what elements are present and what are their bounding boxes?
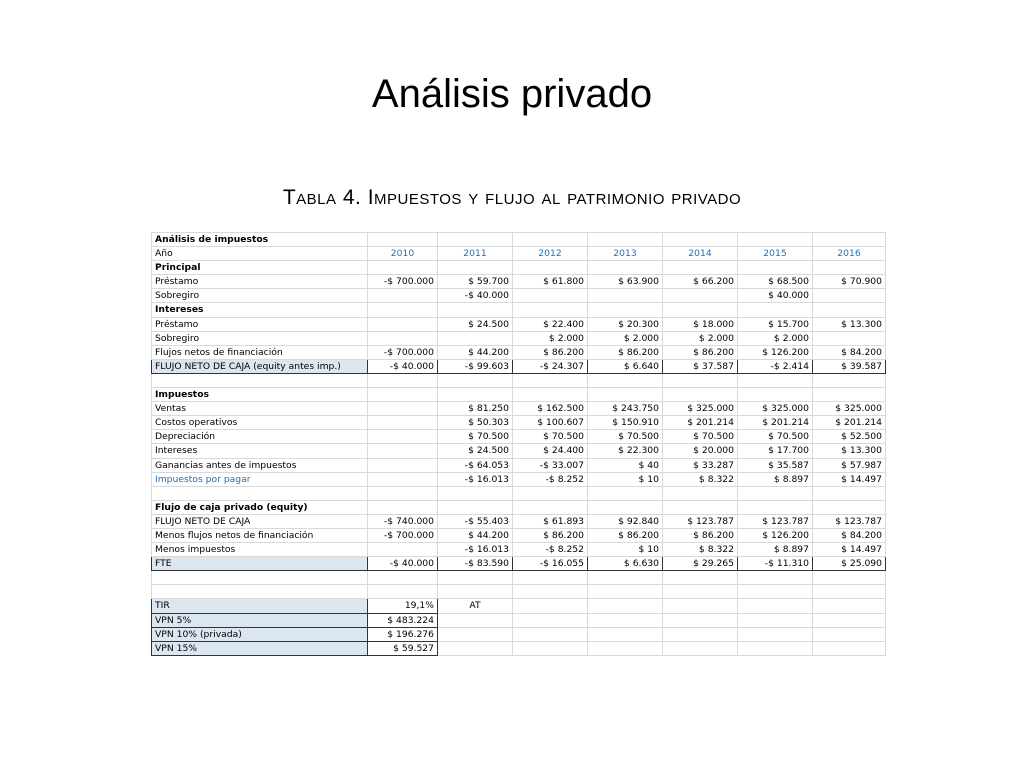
value-cell: $ 13.300 [813, 317, 886, 331]
year-cell: 2013 [588, 247, 663, 261]
value-cell: $ 24.500 [438, 444, 513, 458]
value-cell: $ 92.840 [588, 514, 663, 528]
result-value: $ 483.224 [368, 613, 438, 627]
empty-cell [738, 486, 813, 500]
impuestos-row [152, 416, 886, 430]
value-cell: $ 50.303 [438, 416, 513, 430]
value-cell: -$ 11.310 [738, 557, 813, 571]
empty-cell [513, 627, 588, 641]
value-cell [663, 289, 738, 303]
flujo-privado-header-row [152, 500, 886, 514]
row-label: Ventas [152, 402, 368, 416]
row-label: TIR [152, 599, 368, 613]
value-cell: $ 57.987 [813, 458, 886, 472]
empty-cell [588, 571, 663, 585]
tir-row [152, 599, 886, 613]
empty-cell [813, 585, 886, 599]
section-header: Impuestos [152, 388, 368, 402]
value-cell: -$ 700.000 [368, 345, 438, 359]
value-cell: $ 24.500 [438, 317, 513, 331]
empty-cell [513, 233, 588, 247]
value-cell: $ 86.200 [513, 528, 588, 542]
empty-cell [663, 585, 738, 599]
empty-cell [813, 261, 886, 275]
value-cell [368, 317, 438, 331]
value-cell: $ 33.287 [663, 458, 738, 472]
value-cell: -$ 16.055 [513, 557, 588, 571]
empty-cell [588, 500, 663, 514]
value-cell: $ 325.000 [663, 402, 738, 416]
value-cell: -$ 700.000 [368, 275, 438, 289]
value-cell [588, 289, 663, 303]
empty-cell [738, 613, 813, 627]
row-label: Préstamo [152, 317, 368, 331]
empty-cell [813, 233, 886, 247]
value-cell: $ 37.587 [663, 359, 738, 373]
slide-title: Análisis privado [371, 72, 653, 116]
value-cell: -$ 700.000 [368, 528, 438, 542]
value-cell: -$ 55.403 [438, 514, 513, 528]
empty-cell [663, 500, 738, 514]
row-label: VPN 5% [152, 613, 368, 627]
value-cell: $ 2.000 [588, 331, 663, 345]
value-cell: $ 18.000 [663, 317, 738, 331]
row-label: Préstamo [152, 275, 368, 289]
value-cell [513, 289, 588, 303]
empty-cell [738, 599, 813, 613]
value-cell: -$ 83.590 [438, 557, 513, 571]
value-cell: $ 70.900 [813, 275, 886, 289]
empty-cell [813, 500, 886, 514]
empty-cell [663, 261, 738, 275]
empty-cell [588, 613, 663, 627]
principal-header-row [152, 261, 886, 275]
empty-cell [738, 303, 813, 317]
empty-cell [368, 585, 438, 599]
row-label: Menos flujos netos de financiación [152, 528, 368, 542]
empty-cell [513, 500, 588, 514]
impuestos-row [152, 430, 886, 444]
empty-cell [738, 641, 813, 655]
empty-cell [738, 500, 813, 514]
value-cell: $ 17.700 [738, 444, 813, 458]
row-label: Impuestos por pagar [152, 472, 368, 486]
value-cell: $ 40.000 [738, 289, 813, 303]
value-cell: $ 201.214 [663, 416, 738, 430]
year-cell: 2011 [438, 247, 513, 261]
empty-cell [368, 261, 438, 275]
empty-cell [663, 233, 738, 247]
empty-cell [663, 641, 738, 655]
value-cell: $ 70.500 [513, 430, 588, 444]
empty-cell [663, 571, 738, 585]
value-cell: $ 20.300 [588, 317, 663, 331]
value-cell: $ 70.500 [738, 430, 813, 444]
value-cell [368, 289, 438, 303]
impuestos-header-row [152, 388, 886, 402]
value-cell: $ 70.500 [438, 430, 513, 444]
value-cell: $ 6.640 [588, 359, 663, 373]
value-cell: $ 8.897 [738, 472, 813, 486]
row-label: VPN 10% (privada) [152, 627, 368, 641]
value-cell: $ 14.497 [813, 472, 886, 486]
value-cell: $ 59.700 [438, 275, 513, 289]
empty-cell [663, 373, 738, 387]
impuestos-row [152, 444, 886, 458]
row-label: FLUJO NETO DE CAJA [152, 514, 368, 528]
value-cell: -$ 99.603 [438, 359, 513, 373]
section-header: Intereses [152, 303, 368, 317]
value-cell: $ 150.910 [588, 416, 663, 430]
empty-cell [368, 500, 438, 514]
value-cell: $ 100.607 [513, 416, 588, 430]
value-cell: $ 86.200 [513, 345, 588, 359]
value-cell [368, 472, 438, 486]
intereses-row [152, 345, 886, 359]
empty-cell [738, 373, 813, 387]
impuestos-row [152, 402, 886, 416]
table-caption: Tabla 4. Impuestos y flujo al patrimonio privado [282, 186, 742, 209]
empty-cell [368, 486, 438, 500]
intereses-row [152, 331, 886, 345]
value-cell: $ 29.265 [663, 557, 738, 571]
empty-cell [588, 486, 663, 500]
empty-cell [438, 373, 513, 387]
empty-cell [368, 388, 438, 402]
value-cell: $ 123.787 [813, 514, 886, 528]
value-cell: $ 81.250 [438, 402, 513, 416]
value-cell: $ 52.500 [813, 430, 886, 444]
value-cell: $ 8.322 [663, 543, 738, 557]
value-cell: $ 86.200 [663, 528, 738, 542]
value-cell: $ 13.300 [813, 444, 886, 458]
spacer-row [152, 585, 886, 599]
value-cell: $ 84.200 [813, 528, 886, 542]
empty-cell [438, 233, 513, 247]
value-cell: $ 25.090 [813, 557, 886, 571]
empty-cell [738, 585, 813, 599]
empty-cell [368, 571, 438, 585]
value-cell: $ 126.200 [738, 528, 813, 542]
row-label: Depreciación [152, 430, 368, 444]
spacer-row [152, 571, 886, 585]
empty-cell [663, 599, 738, 613]
value-cell: $ 86.200 [588, 345, 663, 359]
value-cell: $ 70.500 [663, 430, 738, 444]
section-header: Principal [152, 261, 368, 275]
value-cell: -$ 40.000 [368, 557, 438, 571]
row-label: Año [152, 247, 368, 261]
value-cell: $ 15.700 [738, 317, 813, 331]
year-cell: 2010 [368, 247, 438, 261]
result-value: $ 196.276 [368, 627, 438, 641]
result-value: 19,1% [368, 599, 438, 613]
empty-cell [513, 599, 588, 613]
empty-cell [588, 641, 663, 655]
flujo-privado-row [152, 528, 886, 542]
flujo-privado-row [152, 514, 886, 528]
value-cell: -$ 16.013 [438, 543, 513, 557]
empty-cell [368, 233, 438, 247]
value-cell: $ 39.587 [813, 359, 886, 373]
intereses-row [152, 317, 886, 331]
value-cell: -$ 64.053 [438, 458, 513, 472]
value-cell: $ 6.630 [588, 557, 663, 571]
principal-row [152, 275, 886, 289]
value-cell [368, 331, 438, 345]
value-cell: $ 86.200 [588, 528, 663, 542]
intereses-header-row [152, 303, 886, 317]
empty-cell [438, 641, 513, 655]
value-cell: $ 123.787 [738, 514, 813, 528]
empty-cell [513, 388, 588, 402]
value-cell: $ 162.500 [513, 402, 588, 416]
row-label: Flujos netos de financiación [152, 345, 368, 359]
value-cell: $ 8.322 [663, 472, 738, 486]
empty-cell [813, 599, 886, 613]
empty-cell [738, 571, 813, 585]
row-label: Menos impuestos [152, 543, 368, 557]
empty-cell [438, 585, 513, 599]
spacer-row [152, 373, 886, 387]
row-label: FLUJO NETO DE CAJA (equity antes imp.) [152, 359, 368, 373]
empty-cell [152, 585, 368, 599]
value-cell: $ 24.400 [513, 444, 588, 458]
value-cell [813, 289, 886, 303]
value-cell: $ 10 [588, 472, 663, 486]
empty-cell [368, 303, 438, 317]
value-cell: $ 35.587 [738, 458, 813, 472]
empty-cell [588, 599, 663, 613]
value-cell: $ 14.497 [813, 543, 886, 557]
empty-cell [588, 627, 663, 641]
spacer-row [152, 486, 886, 500]
year-cell: 2014 [663, 247, 738, 261]
value-cell [368, 430, 438, 444]
value-cell: -$ 16.013 [438, 472, 513, 486]
value-cell: -$ 24.307 [513, 359, 588, 373]
empty-cell [813, 613, 886, 627]
empty-cell [813, 388, 886, 402]
value-cell: -$ 740.000 [368, 514, 438, 528]
row-label: FTE [152, 557, 368, 571]
empty-cell [813, 641, 886, 655]
empty-cell [588, 585, 663, 599]
value-cell: $ 22.300 [588, 444, 663, 458]
year-row [152, 247, 886, 261]
value-cell: $ 63.900 [588, 275, 663, 289]
value-cell: $ 20.000 [663, 444, 738, 458]
value-cell: $ 2.000 [513, 331, 588, 345]
value-cell: $ 325.000 [813, 402, 886, 416]
empty-cell [663, 613, 738, 627]
empty-cell [513, 303, 588, 317]
value-cell: $ 201.214 [813, 416, 886, 430]
empty-cell [588, 303, 663, 317]
value-cell [368, 416, 438, 430]
value-cell [368, 543, 438, 557]
empty-cell [813, 303, 886, 317]
row-label: Ganancias antes de impuestos [152, 458, 368, 472]
row-label: Sobregiro [152, 289, 368, 303]
empty-cell [663, 627, 738, 641]
value-cell: -$ 40.000 [368, 359, 438, 373]
value-cell: $ 70.500 [588, 430, 663, 444]
empty-cell [738, 627, 813, 641]
impuestos-row [152, 458, 886, 472]
value-cell: -$ 8.252 [513, 543, 588, 557]
value-cell: $ 201.214 [738, 416, 813, 430]
value-cell [368, 444, 438, 458]
value-cell: $ 40 [588, 458, 663, 472]
empty-cell [438, 388, 513, 402]
value-cell: $ 325.000 [738, 402, 813, 416]
empty-cell [738, 261, 813, 275]
empty-cell [513, 571, 588, 585]
result-note: AT [438, 599, 513, 613]
principal-row [152, 289, 886, 303]
empty-cell [663, 486, 738, 500]
value-cell: $ 84.200 [813, 345, 886, 359]
row-label: VPN 15% [152, 641, 368, 655]
empty-cell [588, 233, 663, 247]
row-label: Costos operativos [152, 416, 368, 430]
value-cell: $ 68.500 [738, 275, 813, 289]
year-cell: 2016 [813, 247, 886, 261]
empty-cell [738, 233, 813, 247]
value-cell: $ 66.200 [663, 275, 738, 289]
empty-cell [513, 613, 588, 627]
year-cell: 2012 [513, 247, 588, 261]
empty-cell [152, 373, 368, 387]
empty-cell [438, 500, 513, 514]
value-cell: -$ 40.000 [438, 289, 513, 303]
empty-cell [152, 486, 368, 500]
value-cell: $ 243.750 [588, 402, 663, 416]
section-header: Flujo de caja privado (equity) [152, 500, 368, 514]
vpn-row [152, 627, 886, 641]
empty-cell [438, 261, 513, 275]
row-label: Sobregiro [152, 331, 368, 345]
empty-cell [438, 627, 513, 641]
value-cell [368, 458, 438, 472]
value-cell: $ 61.800 [513, 275, 588, 289]
value-cell: $ 10 [588, 543, 663, 557]
value-cell: $ 8.897 [738, 543, 813, 557]
impuestos-por-pagar-row [152, 472, 886, 486]
empty-cell [438, 613, 513, 627]
empty-cell [438, 571, 513, 585]
empty-cell [663, 388, 738, 402]
value-cell: $ 44.200 [438, 528, 513, 542]
empty-cell [438, 486, 513, 500]
empty-cell [513, 641, 588, 655]
empty-cell [588, 261, 663, 275]
empty-cell [738, 388, 813, 402]
value-cell: -$ 8.252 [513, 472, 588, 486]
empty-cell [368, 373, 438, 387]
table-header-row [152, 233, 886, 247]
empty-cell [588, 373, 663, 387]
empty-cell [813, 571, 886, 585]
value-cell: $ 44.200 [438, 345, 513, 359]
empty-cell [813, 373, 886, 387]
value-cell [813, 331, 886, 345]
row-label: Intereses [152, 444, 368, 458]
result-value: $ 59.527 [368, 641, 438, 655]
empty-cell [152, 571, 368, 585]
empty-cell [513, 373, 588, 387]
empty-cell [663, 303, 738, 317]
value-cell: $ 22.400 [513, 317, 588, 331]
value-cell: $ 123.787 [663, 514, 738, 528]
empty-cell [813, 627, 886, 641]
value-cell: $ 2.000 [663, 331, 738, 345]
flujo-privado-row [152, 543, 886, 557]
vpn-row [152, 641, 886, 655]
section-header: Análisis de impuestos [152, 233, 368, 247]
empty-cell [588, 388, 663, 402]
vpn-row [152, 613, 886, 627]
empty-cell [438, 303, 513, 317]
spreadsheet-table [151, 232, 886, 656]
value-cell: $ 2.000 [738, 331, 813, 345]
value-cell: $ 61.893 [513, 514, 588, 528]
empty-cell [813, 486, 886, 500]
empty-cell [513, 585, 588, 599]
fte-row [152, 557, 886, 571]
value-cell: -$ 33.007 [513, 458, 588, 472]
value-cell: -$ 2.414 [738, 359, 813, 373]
value-cell [438, 331, 513, 345]
year-cell: 2015 [738, 247, 813, 261]
flujo-neto-row [152, 359, 886, 373]
empty-cell [513, 261, 588, 275]
value-cell [368, 402, 438, 416]
value-cell: $ 126.200 [738, 345, 813, 359]
empty-cell [513, 486, 588, 500]
value-cell: $ 86.200 [663, 345, 738, 359]
